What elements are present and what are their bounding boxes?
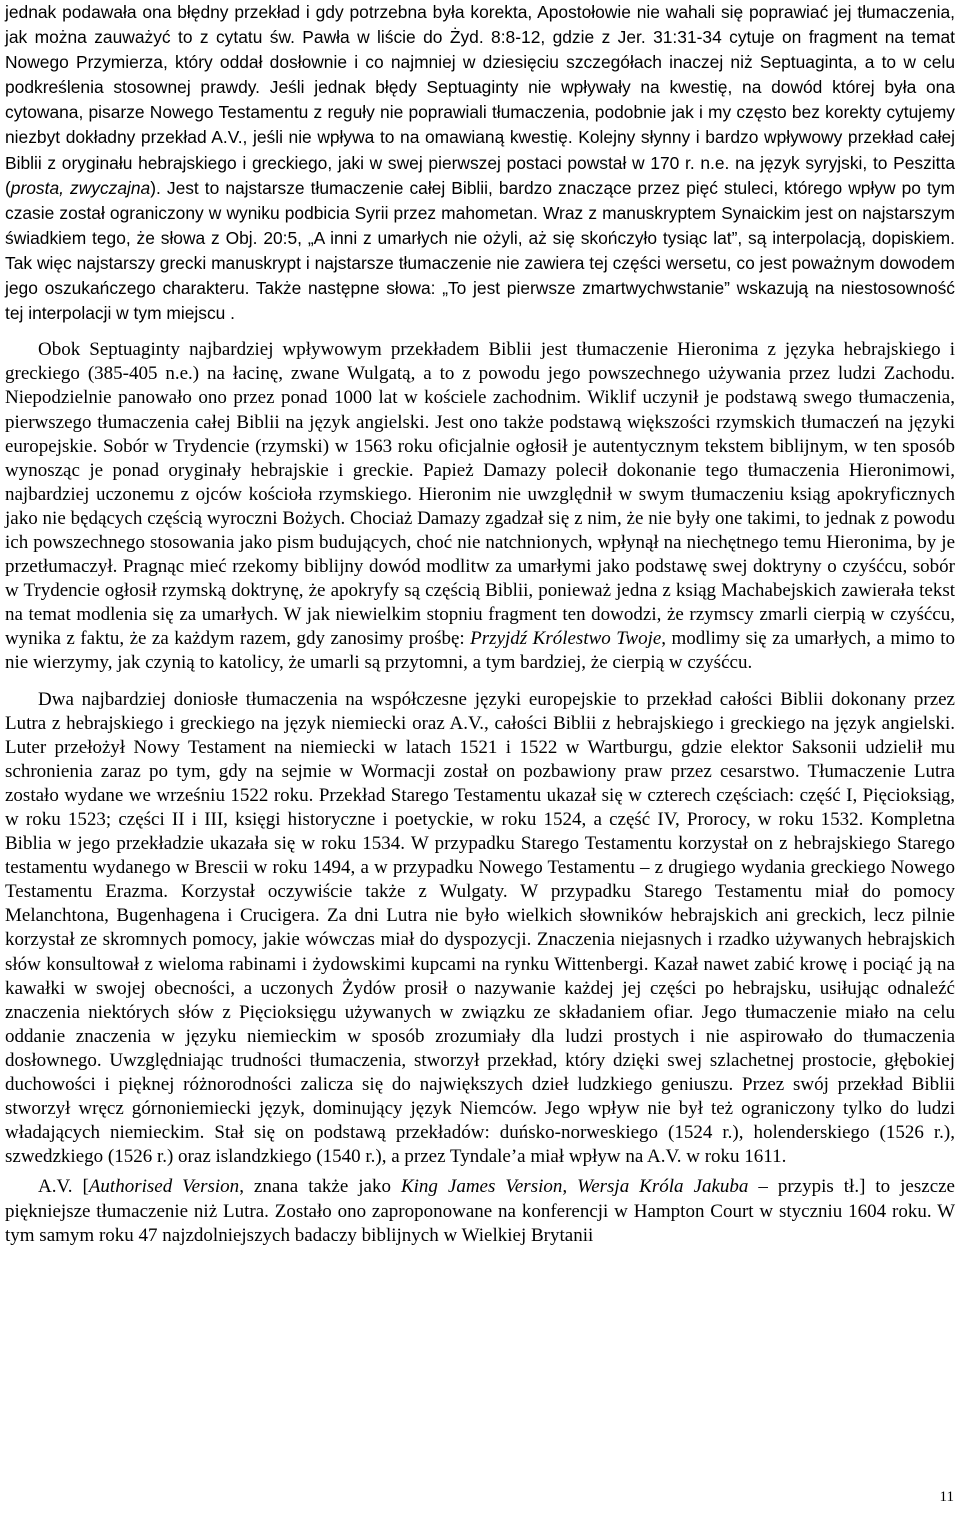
text-run: prosta, zwyczajna bbox=[10, 177, 151, 198]
paragraph-septuagint-peshitta bbox=[5, 0, 955, 326]
text-run: , modlimy się za umarłych, a mimo to nie wierzymy, jak czynią to katolicy, że umarli są przytomni, a tym bardziej, że cierpią w czyśćcu. bbox=[5, 628, 955, 674]
paragraph-luther-translation bbox=[5, 688, 955, 1170]
text-run: ). Jest to najstarsze tłumaczenie całej Biblii, bardzo znaczące przez pięć stuleci, którego wpływ po tym czasie został ograniczony w wyniku podbicia Syrii przez mahometan. Wraz z manuskryptem Synaickim jest on najstarszym świadkiem tego, że słowa z Obj. 20:5, „A inni z umarłych nie ożyli, aż się skończyło tysiąc lat”, są interpolacją, dopiskiem. Tak więc najstarszy grecki manuskrypt i najstarsze tłumaczenie nie zawiera tej części wersetu, co jest poważnym dowodem jego oszukańczego charakteru. Także następne słowa: „To jest pierwsze zmartwychwstanie” wskazują na niestosowność tej interpolacji w tym miejscu . bbox=[5, 177, 955, 324]
text-run: jednak podawała ona błędny przekład i gdy potrzebna była korekta, Apostołowie nie wahali się poprawiać jej tłumaczenia, jak można zauważyć to z cytatu św. Pawła w liście do Żyd. 8:8-12, gdzie z Jer. 31:31-34 cytuje on fragment na temat Nowego Przymierza, który oddał dosłownie i co najmniej w dziesięciu szczegółach inaczej niż Septuaginta, a to w celu podkreślenia stosownej prawdy. Jeśli jednak błędy Septuaginty nie wpływały na kwestię, na dowód której była ona cytowana, pisarze Nowego Testamentu z reguły nie poprawiali tłumaczenia, podobnie jak i my często bez korekty cytujemy niezbyt dokładny przekład A.V., jeśli nie wpływa to na omawianą kwestię. bbox=[5, 2, 955, 148]
text-run: Authorised Version bbox=[88, 1176, 240, 1198]
text-run: Przyjdź Królestwo Twoje bbox=[470, 628, 662, 650]
text-run: Dwa najbardziej doniosłe tłumaczenia na współczesne języki europejskie to przekład całości Biblii dokonany przez Lutra z hebrajskiego i greckiego na język niemiecki oraz A.V., całości Biblii z hebrajskiego i greckiego na język angielski. Luter przełożył Nowy Testament na niemiecki w latach 1521 i 1522 w Wartburgu, gdzie elektor Saksonii udzielił mu schronienia zaraz po tym, gdy na sejmie w Wormacji został on pozbawiony praw przez cesarstwo. Tłumaczenie Lutra zostało wydane we wrześniu 1522 roku. Przekład Starego Testamentu ukazał się w czterech częściach: część I, Pięcioksiąg, w roku 1523; części II i III, księgi historyczne i poetyckie, w roku 1524, a część IV, Prorocy, w roku 1532. Kompletna Biblia w jego przekładzie ukazała się w roku 1534. W przypadku Starego Testamentu korzystał on z hebrajskiego Starego testamentu wydanego w Brescii w roku 1494, a w przypadku Nowego Testamentu – z drugiego wydania greckiego Nowego Testamentu Erazma. Korzystał oczywiście także z Wulgaty. W przypadku Starego Testamentu miał do pomocy Melanchtona, Bugenhagena i Crucigera. Za dni Lutra nie było wielkich słowników hebrajskich ani greckich, lecz pilnie korzystał ze skromnych pomocy, jakie wówczas miał do dyspozycji. Znaczenia niejasnych i rzadko używanych hebrajskich słów konsultował z wieloma rabinami i żydowskimi kupcami na rynku Wittenbergi. Kazał nawet zabić krowę i pociąć ją na kawałki w swojej obecności, a uczonych Żydów prosił o nazywanie każdej jej części po hebrajsku, usiłując odnaleźć znaczenia niektórych słów z Pięcioksięgu używanych w związku ze składaniem ofiar. Jego tłumaczenie miało na celu oddanie znaczenia w języku niemieckim w sposób zrozumiały dla ludzi prostych i nie aspirowało do tłumaczenia dosłownego. Uwzględniając trudności tłumaczenia, stworzył przekład, który dzięki swej szlachetnej prostocie, głębokiej duchowości i pięknej różnorodności zalicza się do największych dzieł ludzkiego geniuszu. Przez swój przekład Biblii stworzył wręcz górnoniemiecki język, dominujący język Niemców. Jego wpływ nie był też ograniczony tylko do ludzi władających niemieckim. Stał się on podstawą przekładów: duńsko-norweskiego (1524 r.), holenderskiego (1526 r.), szwedzkiego (1526 r.) oraz islandzkiego (1540 r.), a przez Tyndale’a miał wpływ na A.V. w roku 1611. bbox=[5, 688, 955, 1168]
paragraph-vulgate bbox=[5, 338, 955, 675]
text-run: Obok Septuaginty najbardziej wpływowym przekładem Biblii jest tłumaczenie Hieronima z języka hebrajskiego i greckiego (385-405 n.e.) na łacinę, zwane Wulgatą, a to z powodu jego powszechnego używania przez ludzi Zachodu. Niepodzielnie panowało ono przez ponad 1000 lat w kościele zachodnim. Wiklif uczynił je podstawą swego tłumaczenia, pierwszego tłumaczenia całej Biblii na język angielski. Jest ono także podstawą większości rzymskich tłumaczeń na języki europejskie. Sobór w Trydencie (rzymski) w 1563 roku oficjalnie ogłosił je autentycznym tekstem biblijnym, w ten sposób wynosząc je ponad oryginały hebrajskie i greckie. Papież Damazy polecił dokonanie tego tłumaczenia Hieronimowi, najbardziej uczonemu z ojców kościoła rzymskiego. Hieronim nie uwzględnił w swym tłumaczeniu ksiąg apokryficznych jako nie będących częścią wyroczni Bożych. Chociaż Damazy zgadzał się z nim, że nie były one takimi, to jednak z powodu ich powszechnego stosowania jako pism budujących, choć nie natchnionych, wpłynął na niechętnego temu Hieronima, by je przetłumaczył. Pragnąc mieć rzekomy biblijny dowód modlitw za umarłymi jako podstawę swej doktryny o czyśćcu, sobór w Trydencie ogłosił rzymską doktrynę, że apokryfy są częścią Biblii, ponieważ jedna z ksiąg Machabejskich zawierała tekst na temat modlenia się za umarłych. W jak niewielkim stopniu fragment ten dowodzi, że rzymscy zmarli cierpią w czyśćcu, wynika z faktu, że za każdym razem, gdy zanosimy prośbę: bbox=[5, 339, 955, 650]
text-run: A.V. [ bbox=[38, 1176, 89, 1198]
paragraph-authorised-version bbox=[5, 1175, 955, 1247]
page-number: 11 bbox=[939, 1489, 954, 1505]
text-run: King James Version, Wersja Króla Jakuba bbox=[400, 1176, 749, 1198]
document-page bbox=[5, 0, 955, 1248]
text-run: – przypis tł.] to jeszcze piękniejsze tłumaczenie niż Lutra. Zostało ono zaproponowane na konferencji w Hampton Court w styczniu 1604 roku. W tym samym roku 47 najzdolniejszych badaczy biblijnych w Wielkiej Brytanii bbox=[5, 1176, 955, 1246]
text-run: , znana także jako bbox=[239, 1176, 401, 1198]
text-run: Kolejny słynny i bardzo wpływowy przekład całej Biblii z oryginału hebrajskiego i greckiego, jaki w swej pierwszej postaci powstał w 170 r. n.e. na język syryjski, to Peszitta ( bbox=[5, 127, 955, 198]
